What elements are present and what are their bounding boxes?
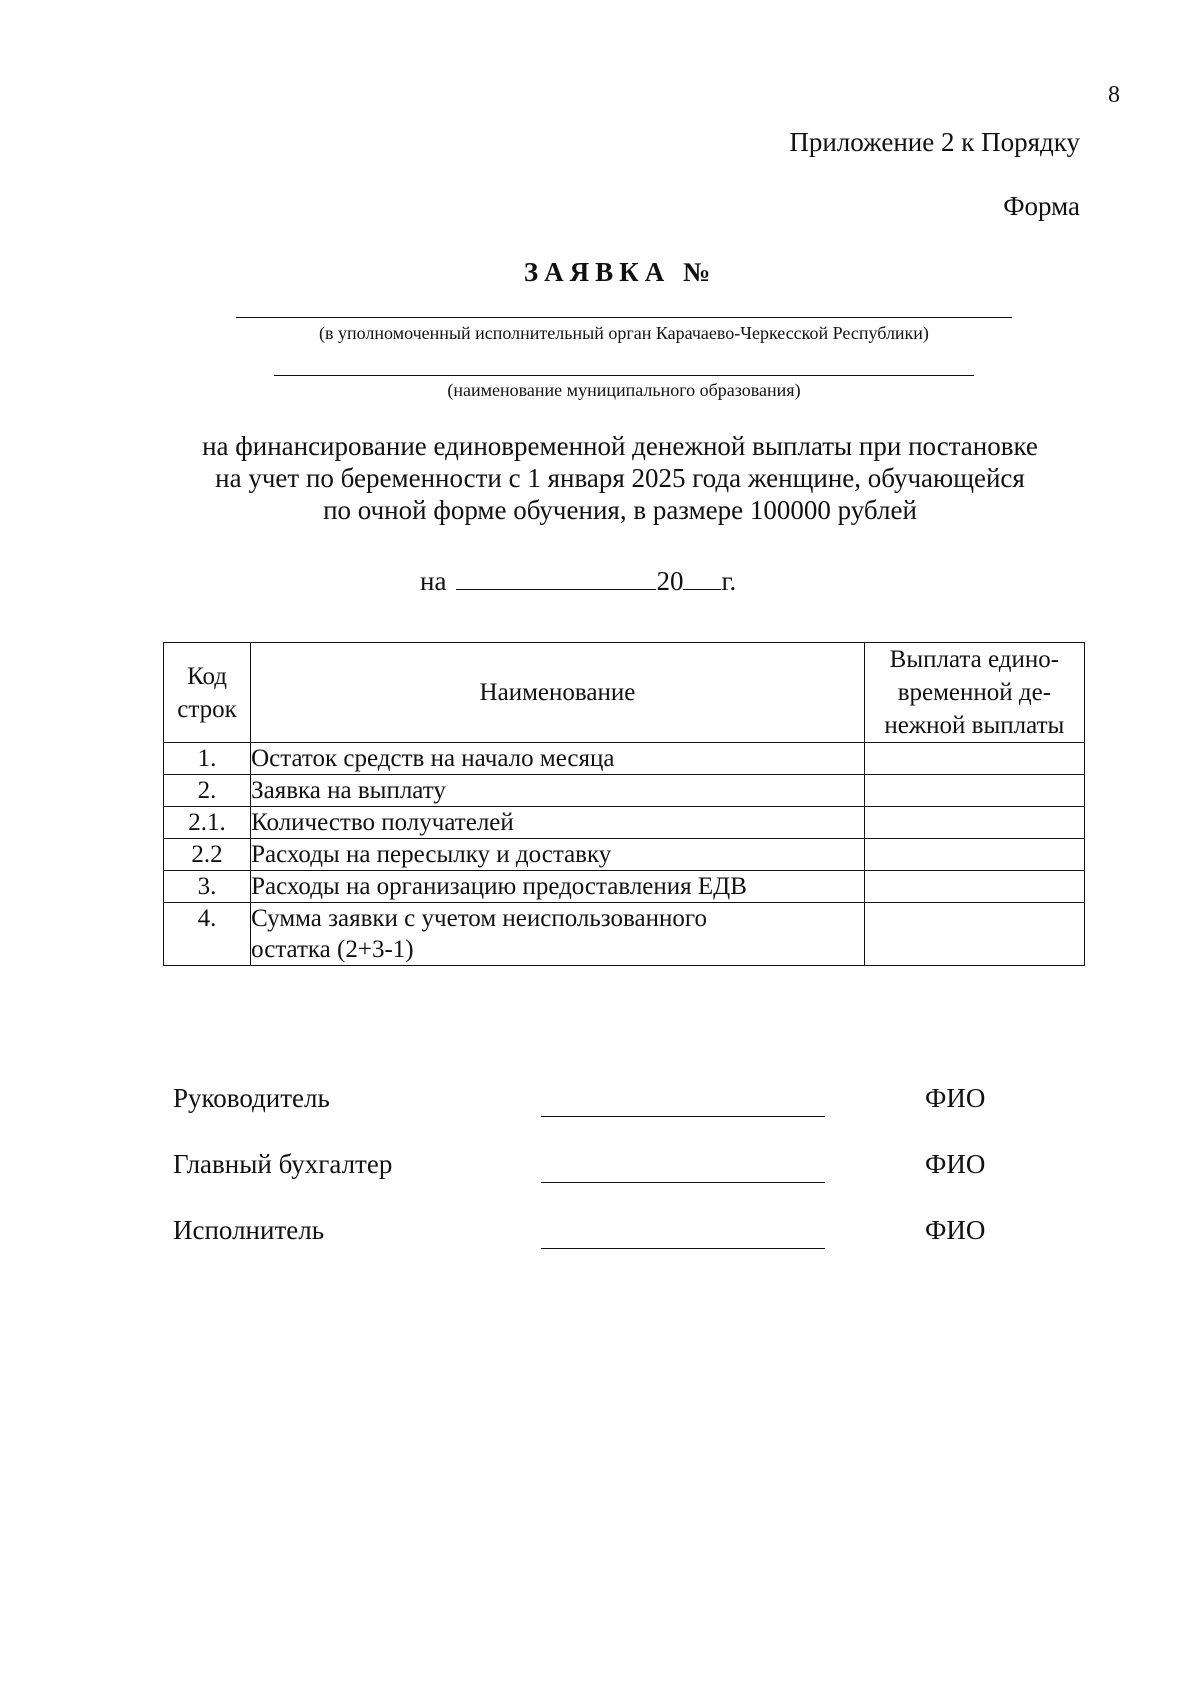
signature-line-accountant[interactable] xyxy=(541,1182,825,1183)
signature-role-executor: Исполнитель xyxy=(173,1215,325,1245)
period-suffix: г. xyxy=(721,566,737,596)
period-prefix: на xyxy=(420,566,447,596)
row-payment-cell[interactable] xyxy=(864,903,1084,966)
purpose-line-1: на финансирование единовременной денежной выплаты при постановке xyxy=(202,431,1038,461)
table-row xyxy=(164,807,1085,839)
table-row xyxy=(164,775,1085,807)
signature-name-accountant: ФИО xyxy=(925,1149,986,1179)
signature-name-executor: ФИО xyxy=(925,1215,986,1245)
header-payment xyxy=(864,643,1084,743)
addressee-blank-line xyxy=(236,317,1012,318)
period-line xyxy=(420,566,840,597)
header-payment-line-1: Выплата едино- xyxy=(889,646,1060,673)
table-row xyxy=(164,871,1085,903)
application-table xyxy=(163,642,1085,966)
header-payment-line-3: нежной выплаты xyxy=(884,712,1065,739)
row-code: 4. xyxy=(164,903,251,966)
row-code: 2. xyxy=(164,775,251,807)
signature-line-head[interactable] xyxy=(541,1116,825,1117)
year-prefix: 20 xyxy=(656,566,684,596)
row-name: Расходы на организацию предоставления ЕДВ xyxy=(251,871,865,903)
year-blank xyxy=(683,567,721,590)
purpose-text xyxy=(150,430,1090,526)
document-title: ЗАЯВКА № xyxy=(523,257,717,287)
table-row xyxy=(164,743,1085,775)
signature-role-accountant: Главный бухгалтер xyxy=(173,1149,393,1179)
row-name-line-1: Сумма заявки с учетом неиспользованного xyxy=(251,905,707,932)
addressee-caption: (в уполномоченный исполнительный орган Карачаево-Черкесской Республики) xyxy=(319,323,929,343)
page-number: 8 xyxy=(1108,82,1120,108)
row-name-line-2: остатка (2+3-1) xyxy=(251,936,414,963)
row-name: Заявка на выплату xyxy=(251,775,865,807)
municipality-blank-line xyxy=(274,375,974,376)
signature-line-executor[interactable] xyxy=(541,1248,825,1249)
row-code: 1. xyxy=(164,743,251,775)
header-code-line-1: Код xyxy=(187,662,228,690)
row-payment-cell[interactable] xyxy=(864,839,1084,871)
header-payment-line-2: временной де- xyxy=(897,679,1052,706)
header-code-line-2: строк xyxy=(177,695,237,723)
signature-role-head: Руководитель xyxy=(173,1083,330,1113)
table-header-row xyxy=(164,643,1085,743)
row-name: Остаток средств на начало месяца xyxy=(251,743,865,775)
row-payment-cell[interactable] xyxy=(864,743,1084,775)
table-row xyxy=(164,839,1085,871)
month-blank xyxy=(456,567,656,590)
table-row xyxy=(164,903,1085,966)
row-name xyxy=(251,903,865,966)
signature-name-head: ФИО xyxy=(925,1083,986,1113)
purpose-line-3: по очной форме обучения, в размере 100000 рублей xyxy=(323,495,917,525)
municipality-caption: (наименование муниципального образования) xyxy=(447,380,801,400)
row-code: 3. xyxy=(164,871,251,903)
row-code: 2.1. xyxy=(164,807,251,839)
header-code xyxy=(164,643,251,743)
appendix-reference: Приложение 2 к Порядку xyxy=(789,127,1080,157)
row-name: Количество получателей xyxy=(251,807,865,839)
header-name: Наименование xyxy=(251,643,865,743)
purpose-line-2: на учет по беременности с 1 января 2025 года женщине, обучающейся xyxy=(215,463,1025,493)
row-code: 2.2 xyxy=(164,839,251,871)
row-name: Расходы на пересылку и доставку xyxy=(251,839,865,871)
row-payment-cell[interactable] xyxy=(864,807,1084,839)
row-payment-cell[interactable] xyxy=(864,775,1084,807)
form-label: Форма xyxy=(1003,191,1080,221)
row-payment-cell[interactable] xyxy=(864,871,1084,903)
